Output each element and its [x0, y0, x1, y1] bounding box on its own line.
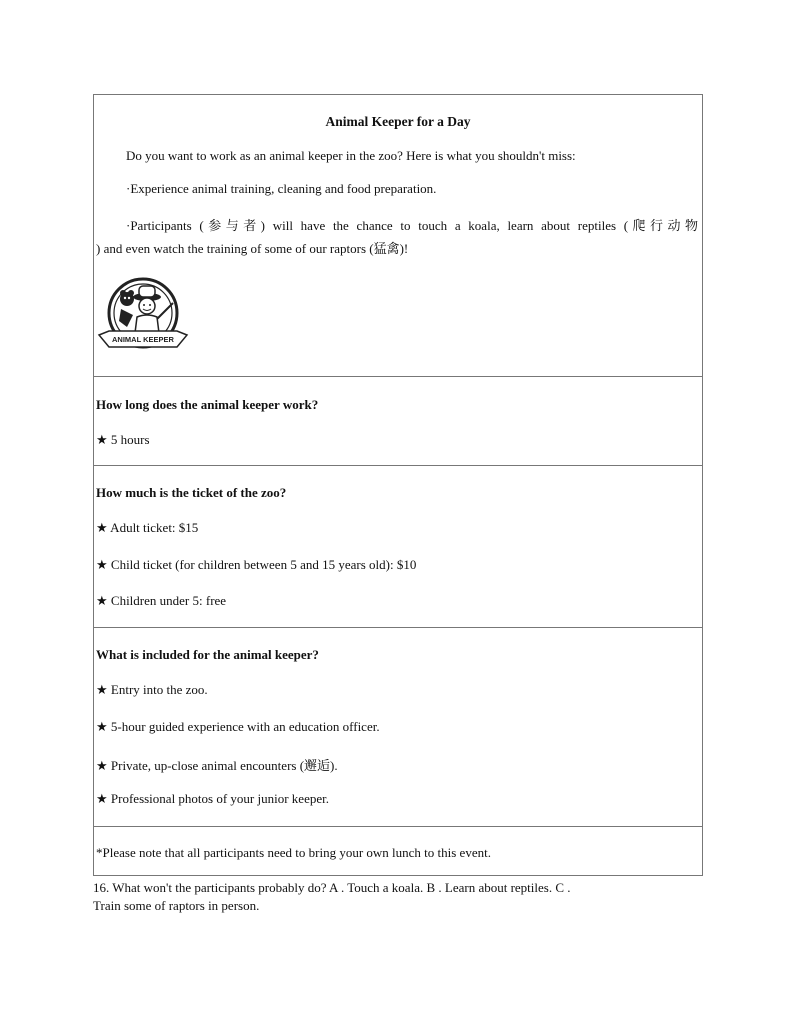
logo-banner-text: ANIMAL KEEPER — [112, 335, 174, 344]
question-included: What is included for the animal keeper? — [96, 647, 319, 662]
note-text: *Please note that all participants need to bring your own lunch to this event. — [96, 845, 491, 860]
question-ticket-price: How much is the ticket of the zoo? — [96, 485, 287, 500]
exercise-line-2: Train some of raptors in person. — [93, 898, 260, 913]
intro-text: Do you want to work as an animal keeper in the zoo? Here is what you shouldn't miss: — [126, 148, 576, 163]
bullet-experience: ·Experience animal training, cleaning and food preparation. — [126, 181, 437, 196]
question-work-hours: How long does the animal keeper work? — [96, 397, 319, 412]
bullet-participants-line1: ·Participants (参与者) will have the chance to touch a koala, learn about reptiles (爬行动物 — [126, 218, 698, 233]
answer-adult-ticket: ★ Adult ticket: $15 — [96, 520, 199, 535]
answer-5-hours: ★ 5 hours — [96, 432, 150, 447]
exercise-line-1: 16. What won't the participants probably do? A . Touch a koala. B . Learn about reptiles. C . — [93, 880, 571, 895]
section-ticket-price — [94, 465, 702, 627]
document-box — [93, 94, 703, 876]
animal-keeper-logo — [97, 275, 189, 357]
answer-guided-experience: ★ 5-hour guided experience with an education officer. — [96, 719, 380, 734]
answer-children-under-5: ★ Children under 5: free — [96, 593, 227, 608]
answer-private-encounters: ★ Private, up-close animal encounters (邂逅). — [96, 758, 338, 773]
intro-section — [94, 95, 702, 376]
section-note — [94, 826, 702, 877]
answer-professional-photos: ★ Professional photos of your junior keeper. — [96, 791, 329, 806]
section-work-hours — [94, 376, 702, 465]
article-title: Animal Keeper for a Day — [325, 114, 471, 129]
bullet-participants-line2: ) and even watch the training of some of our raptors (猛禽)! — [96, 241, 409, 256]
exercise-question — [93, 879, 703, 915]
section-included — [94, 627, 702, 826]
answer-entry: ★ Entry into the zoo. — [96, 682, 208, 697]
answer-child-ticket: ★ Child ticket (for children between 5 and 15 years old): $10 — [96, 557, 417, 572]
